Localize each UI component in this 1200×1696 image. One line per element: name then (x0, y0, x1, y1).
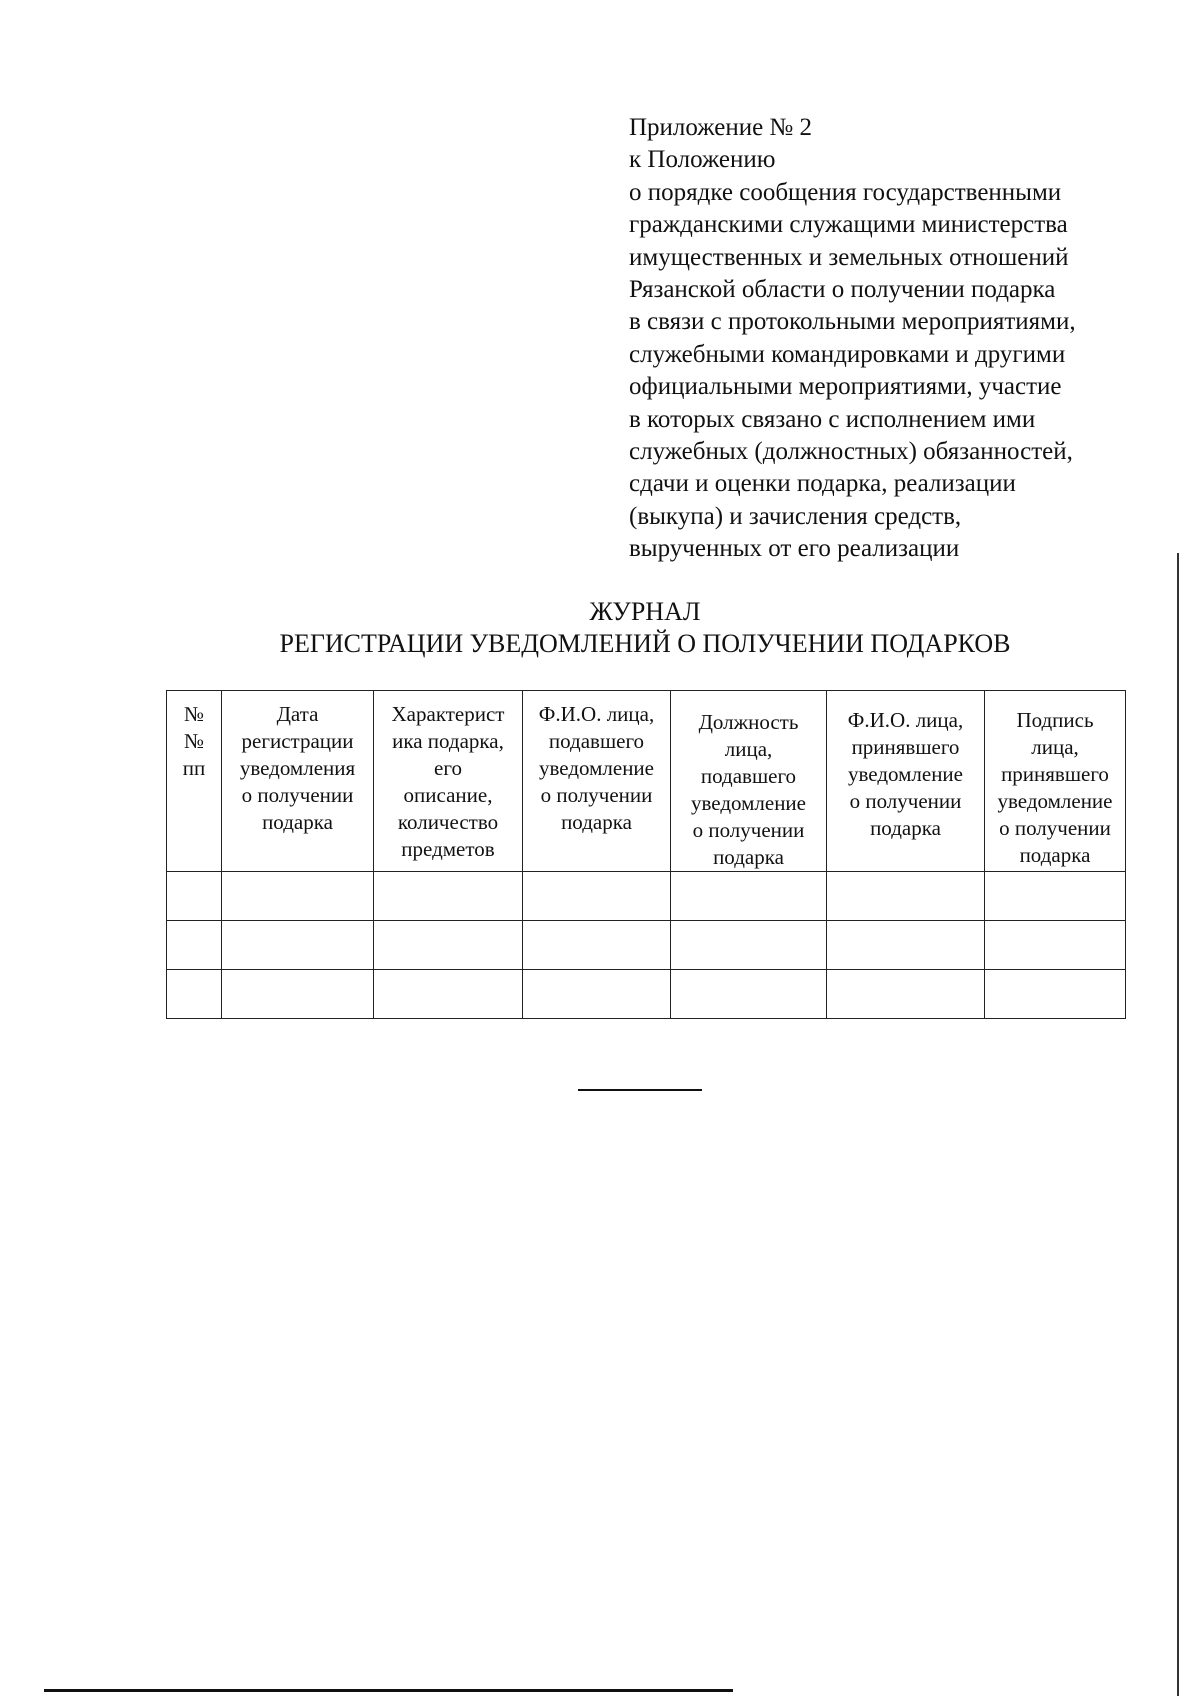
table-cell (827, 970, 985, 1019)
table-cell (827, 872, 985, 921)
appendix-line: в связи с протокольными мероприятиями, (629, 308, 1076, 336)
header-number: № № пп (167, 691, 222, 872)
table-cell (671, 921, 827, 970)
journal-subtitle: РЕГИСТРАЦИИ УВЕДОМЛЕНИЙ О ПОЛУЧЕНИИ ПОДАРКОВ (279, 629, 1011, 658)
header-submitter-name: Ф.И.О. лица, подавшего уведомление о получении подарка (523, 691, 671, 872)
table-cell (222, 970, 374, 1019)
table-cell (985, 921, 1126, 970)
table-cell (222, 872, 374, 921)
appendix-line: в которых связано с исполнением ими (629, 405, 1036, 433)
appendix-line: сдачи и оценки подарка, реализации (629, 470, 1016, 498)
table-cell (167, 970, 222, 1019)
header-gift-description: Характерист ика подарка, его описание, количество предметов (374, 691, 523, 872)
appendix-line: служебными командировками и другими (629, 340, 1066, 368)
table-cell (523, 872, 671, 921)
table-cell (222, 921, 374, 970)
table-cell (523, 970, 671, 1019)
header-receiver-name: Ф.И.О. лица, принявшего уведомление о получении подарка (827, 691, 985, 872)
appendix-line: к Положению (629, 146, 776, 174)
header-registration-date: Дата регистрации уведомления о получении подарка (222, 691, 374, 872)
table-header-row (167, 691, 1126, 872)
table-row (167, 872, 1126, 921)
appendix-line: служебных (должностных) обязанностей, (629, 438, 1073, 466)
end-divider (578, 1089, 702, 1091)
journal-title: ЖУРНАЛ (589, 597, 701, 626)
appendix-line: Рязанской области о получении подарка (629, 276, 1056, 304)
appendix-line: гражданскими служащими министерства (629, 211, 1068, 239)
table-cell (167, 872, 222, 921)
appendix-line: (выкупа) и зачисления средств, (629, 502, 962, 530)
bottom-scan-line (44, 1689, 733, 1692)
appendix-line: о порядке сообщения государственными (629, 178, 1062, 206)
table-cell (985, 970, 1126, 1019)
header-receiver-signature: Подпись лица, принявшего уведомление о получении подарка (985, 691, 1126, 872)
table-cell (523, 921, 671, 970)
appendix-line: вырученных от его реализации (629, 535, 960, 563)
table-cell (374, 970, 523, 1019)
table-cell (671, 970, 827, 1019)
table-row (167, 970, 1126, 1019)
right-scan-edge (1177, 553, 1179, 1696)
table-cell (167, 921, 222, 970)
appendix-line: имущественных и земельных отношений (629, 243, 1069, 271)
table-cell (985, 872, 1126, 921)
header-submitter-position: Должность лица, подавшего уведомление о получении подарка (671, 691, 827, 872)
table-cell (671, 872, 827, 921)
appendix-line: официальными мероприятиями, участие (629, 373, 1062, 401)
table-cell (827, 921, 985, 970)
appendix-line: Приложение № 2 (629, 114, 813, 141)
registration-journal-table (166, 690, 1126, 1019)
table-cell (374, 921, 523, 970)
table-cell (374, 872, 523, 921)
appendix-note (629, 112, 1149, 566)
table-row (167, 921, 1126, 970)
